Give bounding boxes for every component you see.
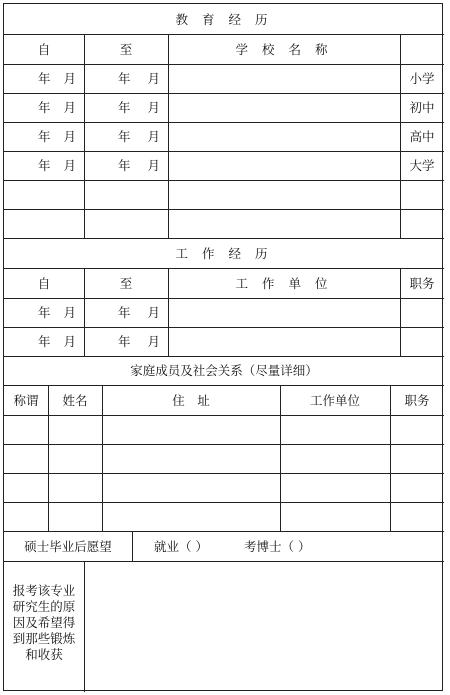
month-label: 月 [147, 129, 160, 144]
edu-row1-from[interactable] [4, 64, 84, 93]
month-label: 月 [147, 305, 160, 320]
grid-line [4, 502, 444, 503]
month-label: 月 [63, 71, 76, 86]
grid-line [4, 415, 444, 416]
family-header-unit: 工作单位 [309, 392, 360, 408]
edu-row5-school[interactable] [168, 180, 400, 209]
year-label: 年 [38, 305, 51, 320]
wish-label: 硕士毕业后愿望 [24, 538, 112, 554]
edu-row1-level: 小学 [409, 71, 435, 86]
edu-row3-school[interactable] [168, 122, 400, 151]
edu-row2-from[interactable] [4, 93, 84, 122]
edu-row4-to[interactable] [84, 151, 168, 180]
year-label: 年 [38, 71, 51, 86]
work-header-unit: 工 作 单 位 [235, 275, 333, 291]
grid-line [4, 385, 444, 386]
family-row3[interactable] [4, 473, 444, 502]
grid-line [4, 122, 444, 123]
grid-line [400, 34, 401, 238]
grid-line [4, 209, 444, 210]
edu-row3-to[interactable] [84, 122, 168, 151]
grid-line [4, 238, 444, 239]
work-header-from: 自 [37, 275, 51, 291]
year-label: 年 [118, 334, 131, 349]
edu-row2-to[interactable] [84, 93, 168, 122]
grid-line [84, 34, 85, 238]
work-header-position: 职务 [409, 275, 435, 291]
work-row2-position[interactable] [400, 327, 444, 356]
grid-line [4, 93, 444, 94]
grid-line [400, 268, 401, 356]
grid-line [4, 34, 444, 35]
grid-line [4, 356, 444, 357]
work-header-to: 至 [119, 275, 133, 291]
edu-row4-level: 大学 [409, 158, 435, 173]
wish-employment[interactable]: 就业（ ） [154, 538, 208, 554]
grid-line [4, 268, 444, 269]
grid-line [48, 385, 49, 531]
grid-line [4, 180, 444, 181]
family-row1[interactable] [4, 415, 444, 444]
reason-label: 报考该专业研究生的原因及希望得到那些锻炼和收获 [12, 583, 76, 662]
edu-row2-school[interactable] [168, 93, 400, 122]
year-label: 年 [118, 100, 131, 115]
grid-line [4, 444, 444, 445]
grid-line [168, 268, 169, 356]
year-label: 年 [118, 129, 131, 144]
grid-line [84, 561, 85, 692]
work-row1-position[interactable] [400, 298, 444, 327]
family-row4[interactable] [4, 502, 444, 531]
work-row1-to[interactable] [84, 298, 168, 327]
grid-line [4, 561, 444, 562]
edu-row3-level: 高中 [409, 129, 435, 144]
month-label: 月 [147, 71, 160, 86]
grid-line [4, 298, 444, 299]
work-row2-to[interactable] [84, 327, 168, 356]
year-label: 年 [118, 305, 131, 320]
grid-line [280, 385, 281, 531]
edu-row4-from[interactable] [4, 151, 84, 180]
reason-answer-area[interactable] [84, 561, 444, 691]
month-label: 月 [147, 158, 160, 173]
family-title: 家庭成员及社会关系（尽量详细） [130, 363, 318, 378]
grid-line [4, 531, 444, 532]
month-label: 月 [147, 334, 160, 349]
grid-line [4, 327, 444, 328]
edu-row5-to[interactable] [84, 180, 168, 209]
edu-row6-school[interactable] [168, 209, 400, 238]
family-header-name: 姓名 [62, 392, 88, 408]
year-label: 年 [118, 158, 131, 173]
grid-line [168, 34, 169, 238]
work-row2-unit[interactable] [168, 327, 400, 356]
edu-row4-school[interactable] [168, 151, 400, 180]
month-label: 月 [63, 129, 76, 144]
year-label: 年 [38, 158, 51, 173]
month-label: 月 [147, 100, 160, 115]
grid-line [132, 531, 133, 561]
edu-header-school: 学 校 名 称 [235, 41, 333, 57]
edu-row1-school[interactable] [168, 64, 400, 93]
year-label: 年 [38, 129, 51, 144]
year-label: 年 [38, 100, 51, 115]
family-header-address: 住 址 [172, 392, 210, 408]
grid-line [4, 64, 444, 65]
edu-row6-from[interactable] [4, 209, 84, 238]
wish-phd[interactable]: 考博士（ ） [244, 538, 311, 554]
family-row2[interactable] [4, 444, 444, 473]
year-label: 年 [38, 334, 51, 349]
edu-row2-level: 初中 [409, 100, 435, 115]
work-title: 工 作 经 历 [175, 245, 273, 261]
application-form [3, 3, 443, 691]
work-row1-unit[interactable] [168, 298, 400, 327]
education-title: 教 育 经 历 [175, 11, 273, 27]
edu-row3-from[interactable] [4, 122, 84, 151]
month-label: 月 [63, 334, 76, 349]
edu-row1-to[interactable] [84, 64, 168, 93]
year-label: 年 [118, 71, 131, 86]
work-row1-from[interactable] [4, 298, 84, 327]
month-label: 月 [63, 100, 76, 115]
grid-line [4, 151, 444, 152]
grid-line [102, 385, 103, 531]
grid-line [390, 385, 391, 531]
grid-line [4, 473, 444, 474]
month-label: 月 [63, 305, 76, 320]
work-row2-from[interactable] [4, 327, 84, 356]
edu-row6-to[interactable] [84, 209, 168, 238]
edu-header-to: 至 [119, 41, 133, 57]
edu-row5-from[interactable] [4, 180, 84, 209]
month-label: 月 [63, 158, 76, 173]
family-header-relation: 称谓 [13, 392, 39, 408]
edu-header-from: 自 [37, 41, 51, 57]
grid-line [84, 268, 85, 356]
family-header-position: 职务 [404, 392, 430, 408]
